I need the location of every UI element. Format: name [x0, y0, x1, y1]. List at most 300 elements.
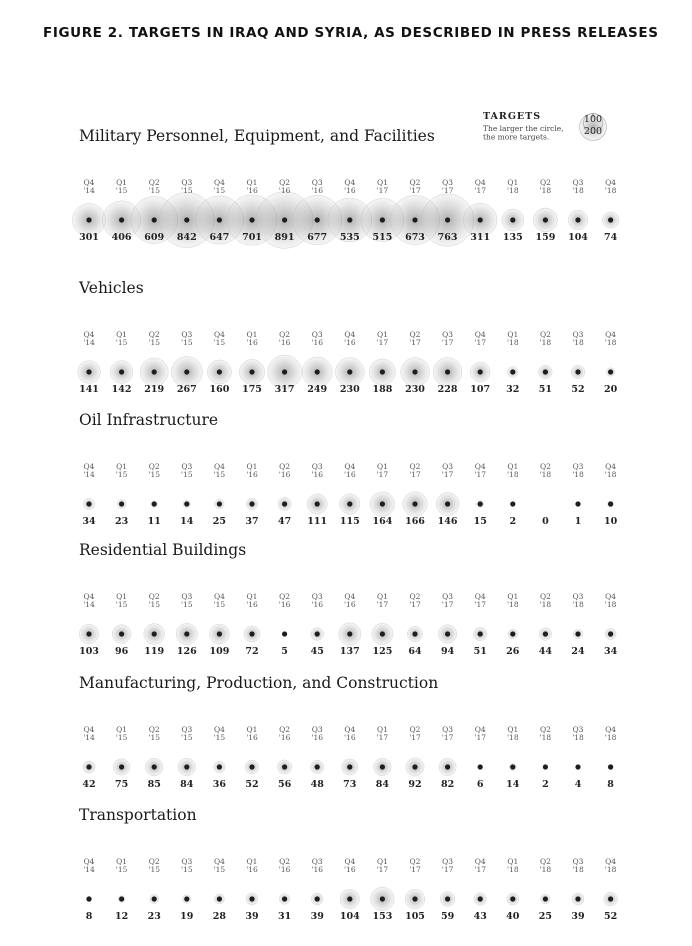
- center-dot: [445, 501, 450, 506]
- tick-label-year: '15: [115, 733, 128, 742]
- tick-label-year: '16: [311, 470, 324, 479]
- data-label: 230: [405, 384, 425, 395]
- tick-label-year: '17: [376, 600, 389, 609]
- tick-label-year: '16: [343, 186, 356, 195]
- tick-label-quarter: Q2: [148, 462, 160, 471]
- tick-label-quarter: Q4: [213, 462, 225, 471]
- tick-label-year: '17: [441, 186, 454, 195]
- center-dot: [315, 501, 320, 506]
- tick-label-quarter: Q2: [148, 178, 160, 187]
- tick-label-year: '17: [474, 470, 487, 479]
- tick-label-quarter: Q2: [148, 857, 160, 866]
- data-label: 11: [147, 516, 161, 527]
- center-dot: [282, 369, 287, 374]
- tick-label-quarter: Q2: [539, 725, 551, 734]
- tick-label-quarter: Q1: [376, 178, 388, 187]
- data-label: 137: [339, 646, 360, 657]
- center-dot: [86, 217, 91, 222]
- data-label: 228: [437, 384, 458, 395]
- tick-label-year: '15: [213, 186, 226, 195]
- tick-label-quarter: Q4: [83, 592, 95, 601]
- data-label: 8: [85, 911, 93, 922]
- tick-label-year: '17: [376, 865, 389, 874]
- center-dot: [347, 501, 352, 506]
- data-label: 8: [607, 779, 614, 790]
- tick-label-quarter: Q4: [213, 178, 225, 187]
- center-dot: [412, 631, 417, 636]
- tick-label-quarter: Q2: [539, 857, 551, 866]
- tick-label-year: '18: [506, 865, 519, 874]
- tick-label-quarter: Q1: [116, 330, 128, 339]
- data-label: 47: [277, 516, 292, 527]
- tick-label-year: '16: [311, 733, 324, 742]
- data-label: 52: [603, 911, 618, 922]
- tick-label-year: '15: [148, 600, 161, 609]
- data-label: 14: [506, 779, 520, 790]
- center-dot: [315, 896, 320, 901]
- tick-label-year: '18: [572, 865, 584, 874]
- center-dot: [347, 896, 352, 901]
- tick-label-year: '16: [278, 865, 291, 874]
- center-dot: [445, 217, 450, 222]
- data-label: 85: [147, 779, 161, 790]
- tick-label-quarter: Q1: [246, 330, 258, 339]
- tick-label-quarter: Q3: [311, 330, 323, 339]
- tick-label-year: '18: [604, 470, 617, 479]
- legend-description: the more targets.: [483, 132, 550, 142]
- center-dot: [86, 896, 91, 901]
- series-title: Military Personnel, Equipment, and Facilities: [79, 127, 435, 145]
- tick-label-quarter: Q4: [344, 857, 356, 866]
- center-dot: [608, 217, 613, 222]
- data-label: 34: [82, 516, 96, 527]
- center-dot: [478, 501, 483, 506]
- data-label: 317: [274, 384, 295, 395]
- tick-label-year: '16: [311, 600, 324, 609]
- tick-label-quarter: Q1: [376, 330, 388, 339]
- tick-label-year: '17: [376, 470, 389, 479]
- data-label: 0: [542, 516, 549, 527]
- series-title: Oil Infrastructure: [79, 411, 219, 429]
- tick-label-year: '18: [539, 470, 552, 479]
- data-label: 43: [473, 911, 487, 922]
- tick-label-year: '17: [474, 865, 487, 874]
- tick-label-quarter: Q3: [442, 592, 454, 601]
- tick-label-year: '18: [506, 338, 519, 347]
- data-label: 111: [307, 516, 328, 527]
- center-dot: [217, 764, 222, 769]
- tick-label-year: '16: [311, 338, 324, 347]
- center-dot: [347, 217, 352, 222]
- tick-label-year: '16: [343, 470, 356, 479]
- tick-label-year: '18: [539, 865, 552, 874]
- center-dot: [608, 764, 613, 769]
- data-label: 109: [209, 646, 230, 657]
- data-label: 36: [212, 779, 227, 790]
- center-dot: [315, 369, 320, 374]
- tick-label-year: '18: [572, 338, 584, 347]
- center-dot: [217, 501, 222, 506]
- center-dot: [510, 501, 515, 506]
- data-label: 96: [114, 646, 129, 657]
- data-label: 701: [242, 232, 262, 243]
- tick-label-year: '16: [278, 470, 291, 479]
- tick-label-year: '15: [148, 733, 161, 742]
- data-label: 59: [440, 911, 455, 922]
- data-label: 107: [470, 384, 491, 395]
- tick-label-quarter: Q1: [246, 462, 258, 471]
- data-label: 51: [538, 384, 553, 395]
- tick-label-quarter: Q3: [442, 330, 454, 339]
- tick-label-quarter: Q3: [572, 857, 584, 866]
- center-dot: [217, 896, 222, 901]
- data-label: 19: [180, 911, 194, 922]
- tick-label-year: '15: [115, 470, 128, 479]
- center-dot: [86, 501, 91, 506]
- data-label: 40: [506, 911, 520, 922]
- tick-label-quarter: Q3: [572, 330, 584, 339]
- data-label: 51: [473, 646, 487, 657]
- tick-label-year: '15: [148, 865, 161, 874]
- tick-label-quarter: Q1: [116, 592, 128, 601]
- legend-value-small: 100: [583, 114, 603, 125]
- series-oil-infrastructure: [79, 411, 618, 527]
- tick-label-year: '14: [83, 865, 95, 874]
- data-label: 28: [212, 911, 227, 922]
- tick-label-quarter: Q4: [474, 592, 486, 601]
- center-dot: [119, 631, 124, 636]
- tick-label-quarter: Q2: [409, 330, 421, 339]
- center-dot: [315, 631, 320, 636]
- tick-label-quarter: Q3: [311, 178, 323, 187]
- data-label: 673: [405, 232, 425, 243]
- tick-label-year: '16: [343, 600, 356, 609]
- center-dot: [184, 631, 189, 636]
- tick-label-year: '17: [474, 600, 487, 609]
- center-dot: [543, 217, 548, 222]
- center-dot: [249, 217, 254, 222]
- tick-label-quarter: Q4: [344, 462, 356, 471]
- tick-label-quarter: Q2: [279, 592, 291, 601]
- tick-label-quarter: Q3: [572, 725, 584, 734]
- data-label: 24: [571, 646, 585, 657]
- tick-label-quarter: Q3: [572, 592, 584, 601]
- tick-label-year: '18: [572, 733, 584, 742]
- tick-label-quarter: Q2: [279, 178, 291, 187]
- tick-label-quarter: Q4: [474, 462, 486, 471]
- center-dot: [282, 896, 287, 901]
- data-label: 141: [79, 384, 99, 395]
- center-dot: [86, 369, 91, 374]
- tick-label-quarter: Q2: [148, 330, 160, 339]
- tick-label-quarter: Q1: [507, 725, 519, 734]
- tick-label-quarter: Q4: [474, 178, 486, 187]
- data-label: 14: [180, 516, 194, 527]
- data-label: 48: [310, 779, 324, 790]
- tick-label-quarter: Q4: [474, 725, 486, 734]
- data-label: 94: [440, 646, 455, 657]
- tick-label-quarter: Q4: [213, 725, 225, 734]
- tick-label-quarter: Q1: [116, 725, 128, 734]
- legend-description: The larger the circle,: [483, 124, 564, 133]
- tick-label-quarter: Q1: [376, 857, 388, 866]
- center-dot: [575, 501, 580, 506]
- center-dot: [152, 631, 157, 636]
- tick-label-year: '14: [83, 600, 95, 609]
- tick-label-quarter: Q2: [409, 725, 421, 734]
- center-dot: [543, 896, 548, 901]
- tick-label-year: '18: [572, 470, 584, 479]
- data-label: 31: [277, 911, 292, 922]
- tick-label-year: '16: [246, 470, 258, 479]
- center-dot: [575, 896, 580, 901]
- tick-label-quarter: Q1: [376, 592, 388, 601]
- tick-label-quarter: Q1: [116, 178, 128, 187]
- tick-label-year: '17: [441, 600, 454, 609]
- tick-label-quarter: Q2: [148, 725, 160, 734]
- data-label: 39: [310, 911, 324, 922]
- tick-label-year: '15: [180, 186, 193, 195]
- legend-value-large: 200: [583, 126, 603, 137]
- center-dot: [608, 369, 613, 374]
- center-dot: [445, 631, 450, 636]
- center-dot: [380, 501, 385, 506]
- data-label: 44: [538, 646, 553, 657]
- center-dot: [119, 369, 124, 374]
- tick-label-quarter: Q2: [539, 330, 551, 339]
- data-label: 73: [343, 779, 357, 790]
- tick-label-year: '18: [572, 186, 584, 195]
- tick-label-quarter: Q1: [507, 592, 519, 601]
- center-dot: [510, 631, 515, 636]
- tick-label-year: '15: [115, 865, 128, 874]
- data-label: 39: [571, 911, 585, 922]
- data-label: 5: [281, 646, 288, 657]
- tick-label-year: '16: [246, 865, 258, 874]
- data-label: 219: [144, 384, 165, 395]
- tick-label-year: '15: [213, 865, 226, 874]
- tick-label-quarter: Q2: [409, 462, 421, 471]
- data-label: 647: [209, 232, 230, 243]
- tick-label-year: '18: [572, 600, 584, 609]
- tick-label-quarter: Q4: [605, 462, 617, 471]
- data-label: 1: [574, 516, 582, 527]
- series-title: Manufacturing, Production, and Construction: [79, 674, 439, 692]
- center-dot: [478, 369, 483, 374]
- data-label: 230: [339, 384, 360, 395]
- tick-label-quarter: Q1: [507, 330, 519, 339]
- tick-label-year: '15: [148, 338, 161, 347]
- tick-label-quarter: Q2: [409, 857, 421, 866]
- tick-label-quarter: Q3: [181, 857, 193, 866]
- center-dot: [217, 631, 222, 636]
- center-dot: [380, 217, 385, 222]
- center-dot: [510, 217, 515, 222]
- data-label: 104: [568, 232, 588, 243]
- tick-label-quarter: Q3: [311, 592, 323, 601]
- data-label: 25: [212, 516, 227, 527]
- tick-label-year: '18: [604, 338, 617, 347]
- data-label: 153: [372, 911, 393, 922]
- center-dot: [184, 501, 189, 506]
- tick-label-year: '18: [539, 186, 552, 195]
- tick-label-quarter: Q2: [539, 592, 551, 601]
- tick-label-year: '16: [278, 733, 291, 742]
- data-label: 74: [603, 232, 618, 243]
- tick-label-year: '17: [409, 865, 421, 874]
- data-label: 2: [509, 516, 517, 527]
- data-label: 2: [542, 779, 549, 790]
- tick-label-year: '17: [376, 733, 389, 742]
- data-label: 84: [375, 779, 390, 790]
- tick-label-year: '17: [409, 186, 421, 195]
- tick-label-quarter: Q4: [83, 178, 95, 187]
- tick-label-quarter: Q3: [442, 462, 454, 471]
- tick-label-year: '15: [180, 338, 193, 347]
- center-dot: [282, 501, 287, 506]
- tick-label-quarter: Q4: [474, 857, 486, 866]
- data-label: 39: [245, 911, 259, 922]
- tick-label-year: '16: [343, 865, 356, 874]
- tick-label-quarter: Q4: [213, 592, 225, 601]
- tick-label-quarter: Q2: [409, 592, 421, 601]
- center-dot: [119, 896, 124, 901]
- center-dot: [152, 896, 157, 901]
- tick-label-quarter: Q4: [605, 725, 617, 734]
- tick-label-quarter: Q4: [83, 462, 95, 471]
- center-dot: [184, 217, 189, 222]
- data-label: 267: [176, 384, 197, 395]
- tick-label-quarter: Q1: [376, 725, 388, 734]
- tick-label-year: '17: [474, 733, 487, 742]
- data-label: 535: [339, 232, 360, 243]
- tick-label-quarter: Q4: [474, 330, 486, 339]
- center-dot: [152, 217, 157, 222]
- center-dot: [412, 764, 417, 769]
- data-label: 45: [310, 646, 324, 657]
- tick-label-year: '16: [246, 733, 258, 742]
- tick-label-quarter: Q3: [442, 725, 454, 734]
- series-title: Vehicles: [79, 279, 144, 297]
- tick-label-quarter: Q4: [605, 857, 617, 866]
- data-label: 301: [79, 232, 99, 243]
- data-label: 20: [603, 384, 618, 395]
- center-dot: [249, 631, 254, 636]
- data-label: 311: [470, 232, 491, 243]
- data-label: 515: [372, 232, 393, 243]
- data-label: 609: [144, 232, 165, 243]
- data-label: 72: [245, 646, 259, 657]
- data-label: 115: [339, 516, 360, 527]
- data-label: 82: [440, 779, 455, 790]
- tick-label-quarter: Q3: [181, 725, 193, 734]
- data-label: 146: [437, 516, 458, 527]
- series-title: Residential Buildings: [79, 541, 247, 559]
- tick-label-year: '18: [539, 600, 552, 609]
- center-dot: [217, 217, 222, 222]
- tick-label-quarter: Q3: [311, 857, 323, 866]
- tick-label-quarter: Q3: [181, 330, 193, 339]
- tick-label-year: '18: [604, 865, 617, 874]
- center-dot: [608, 501, 613, 506]
- center-dot: [543, 764, 548, 769]
- tick-label-quarter: Q3: [572, 178, 584, 187]
- data-label: 92: [408, 779, 422, 790]
- data-label: 763: [437, 232, 458, 243]
- data-label: 891: [274, 232, 295, 243]
- center-dot: [478, 896, 483, 901]
- tick-label-quarter: Q1: [246, 725, 258, 734]
- center-dot: [249, 764, 254, 769]
- tick-label-quarter: Q3: [442, 178, 454, 187]
- center-dot: [249, 501, 254, 506]
- tick-label-quarter: Q4: [83, 330, 95, 339]
- data-label: 34: [603, 646, 618, 657]
- center-dot: [510, 764, 515, 769]
- tick-label-quarter: Q3: [181, 178, 193, 187]
- tick-label-year: '16: [343, 733, 356, 742]
- tick-label-year: '16: [278, 186, 291, 195]
- center-dot: [152, 369, 157, 374]
- tick-label-quarter: Q1: [507, 178, 519, 187]
- tick-label-quarter: Q4: [344, 592, 356, 601]
- center-dot: [608, 896, 613, 901]
- data-label: 175: [242, 384, 262, 395]
- center-dot: [510, 896, 515, 901]
- data-label: 23: [114, 516, 129, 527]
- data-label: 677: [307, 232, 328, 243]
- center-dot: [478, 764, 483, 769]
- tick-label-year: '15: [213, 470, 226, 479]
- tick-label-year: '15: [180, 600, 193, 609]
- tick-label-quarter: Q4: [344, 725, 356, 734]
- center-dot: [608, 631, 613, 636]
- data-label: 84: [180, 779, 194, 790]
- series-manufacturing-production-and-construction: [79, 674, 617, 790]
- tick-label-quarter: Q2: [279, 725, 291, 734]
- center-dot: [412, 217, 417, 222]
- tick-label-year: '15: [115, 600, 128, 609]
- data-label: 25: [538, 911, 553, 922]
- tick-label-year: '15: [213, 733, 226, 742]
- tick-label-year: '17: [409, 338, 421, 347]
- tick-label-quarter: Q1: [116, 857, 128, 866]
- tick-label-quarter: Q4: [344, 178, 356, 187]
- tick-label-quarter: Q4: [213, 330, 225, 339]
- tick-label-quarter: Q4: [605, 592, 617, 601]
- tick-label-year: '18: [604, 186, 617, 195]
- tick-label-year: '18: [506, 733, 519, 742]
- tick-label-year: '15: [180, 733, 193, 742]
- data-label: 56: [277, 779, 292, 790]
- series-residential-buildings: [79, 541, 618, 657]
- tick-label-year: '14: [83, 186, 95, 195]
- center-dot: [184, 896, 189, 901]
- tick-label-quarter: Q3: [181, 462, 193, 471]
- tick-label-year: '15: [148, 186, 161, 195]
- data-label: 160: [209, 384, 230, 395]
- center-dot: [412, 501, 417, 506]
- data-label: 164: [372, 516, 393, 527]
- data-label: 6: [476, 779, 484, 790]
- center-dot: [543, 369, 548, 374]
- tick-label-quarter: Q1: [116, 462, 128, 471]
- tick-label-year: '14: [83, 470, 95, 479]
- center-dot: [184, 369, 189, 374]
- center-dot: [347, 369, 352, 374]
- data-label: 249: [307, 384, 328, 395]
- center-dot: [86, 764, 91, 769]
